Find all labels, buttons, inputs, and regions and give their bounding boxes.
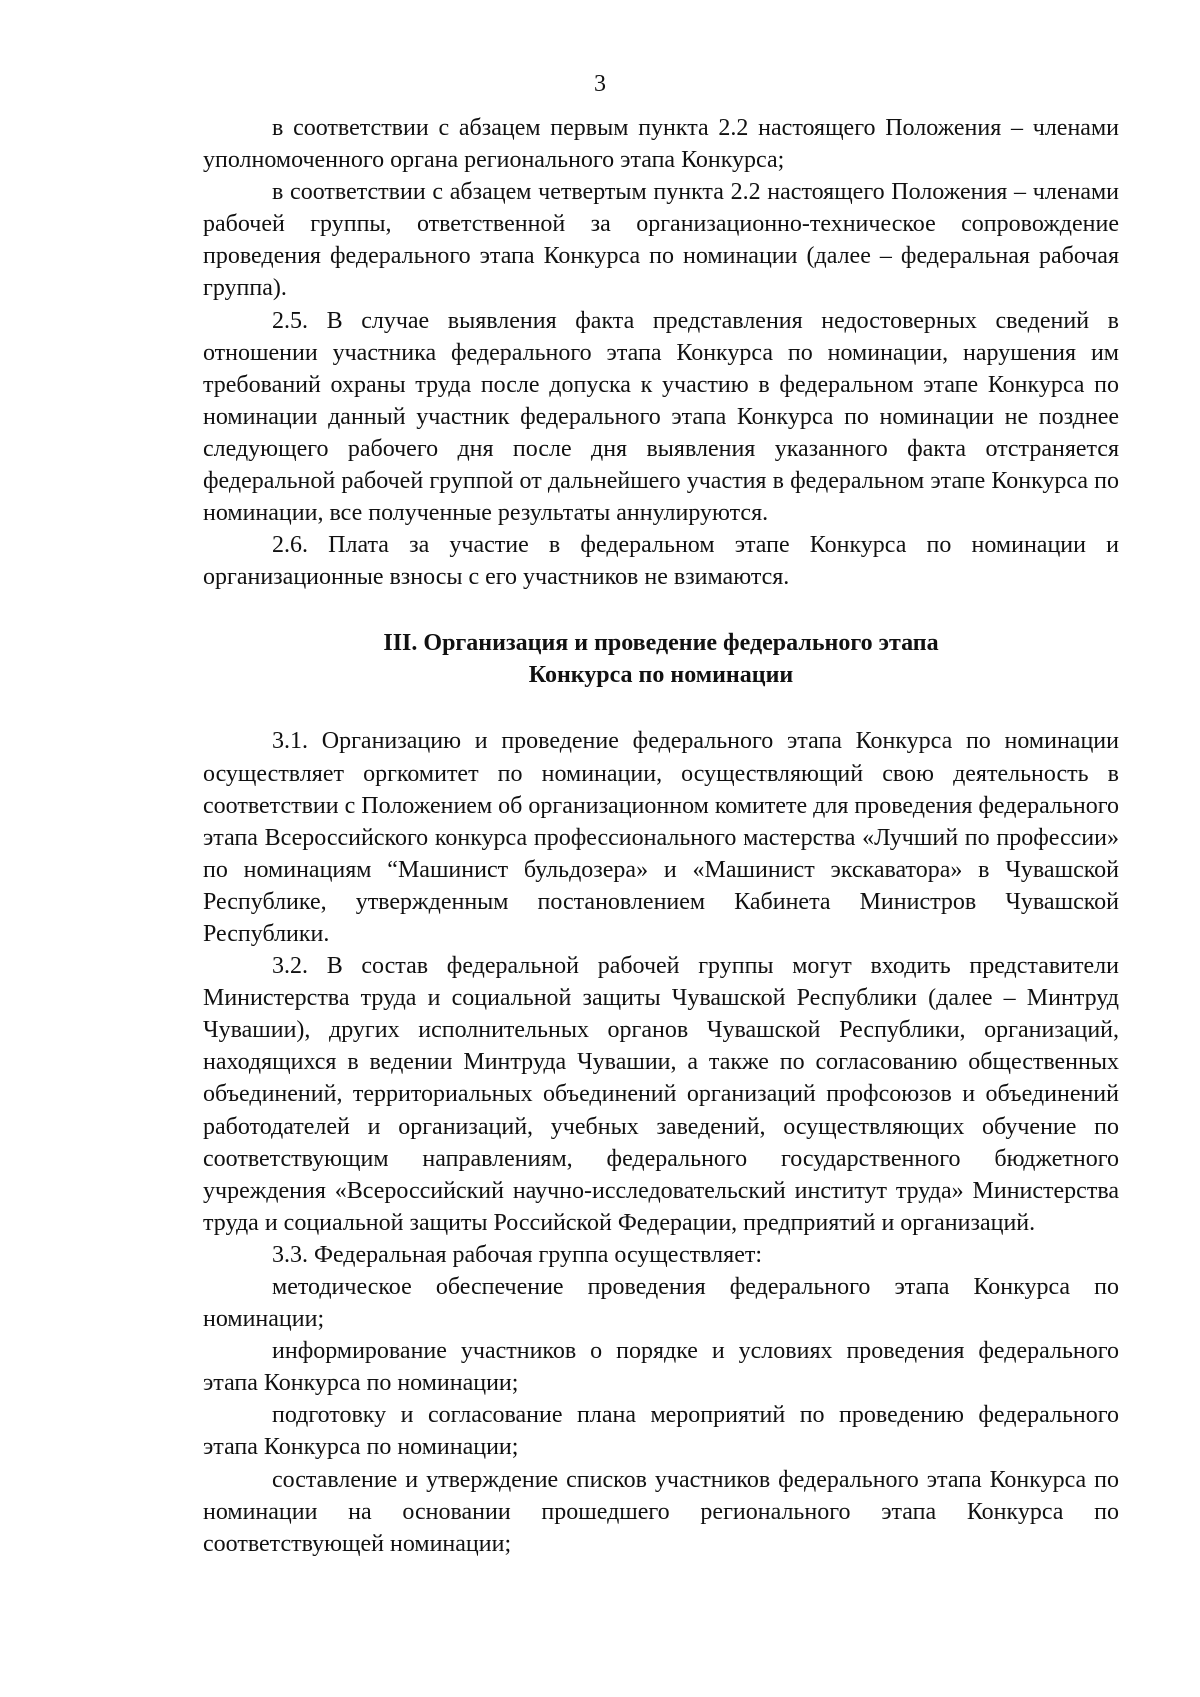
paragraph: 2.5. В случае выявления факта представления недостоверных сведений в отношении участника федерального этапа Конкурса по номинации, нарушения им требований охраны труда после допуска к участию в федеральном этапе Конкурса по номинации данный участник федерального этапа Конкурса по номинации не позднее следующего рабочего дня после дня выявления указанного факта отстраняется федеральной рабочей группой от дальнейшего участия в федеральном этапе Конкурса по номинации, все полученные результаты аннулируются. bbox=[203, 307, 1119, 527]
paragraph: подготовку и согласование плана мероприятий по проведению федерального этапа Конкурса по номинации; bbox=[203, 1402, 1119, 1461]
section-heading-line: Конкурса по номинации bbox=[528, 662, 794, 689]
document-body bbox=[203, 112, 1119, 1560]
paragraph: в соответствии с абзацем первым пункта 2.2 настоящего Положения – членами уполномоченного органа регионального этапа Конкурса; bbox=[203, 115, 1119, 174]
paragraph: 2.6. Плата за участие в федеральном этапе Конкурса по номинации и организационные взносы с его участников не взимаются. bbox=[203, 532, 1119, 591]
paragraph: 3.2. В состав федеральной рабочей группы могут входить представители Министерства труда и социальной защиты Чувашской Республики (далее – Минтруд Чувашии), других исполнительных органов Чувашской Республики, организаций, находящихся в ведении Минтруда Чувашии, а также по согласованию общественных объединений, территориальных объединений организаций профсоюзов и объединений работодателей и организаций, учебных заведений, осуществляющих обучение по соответствующим направлениям, федерального государственного бюджетного учреждения «Всероссийский научно-исследовательский институт труда» Министерства труда и социальной защиты Российской Федерации, предприятий и организаций. bbox=[203, 953, 1119, 1236]
paragraph: 3.1. Организацию и проведение федерального этапа Конкурса по номинации осуществляет оргкомитет по номинации, осуществляющий свою деятельность в соответствии с Положением об организационном комитете для проведения федерального этапа Всероссийского конкурса профессионального мастерства «Лучший по профессии» по номинациям “Машинист бульдозера» и «Машинист экскаватора» в Чувашской Республике, утвержденным постановлением Кабинета Министров Чувашской Республики. bbox=[203, 728, 1119, 947]
section-heading bbox=[203, 627, 1119, 691]
paragraph: информирование участников о порядке и условиях проведения федерального этапа Конкурса по номинации; bbox=[203, 1338, 1119, 1397]
paragraph: методическое обеспечение проведения федерального этапа Конкурса по номинации; bbox=[203, 1274, 1119, 1333]
paragraph: 3.3. Федеральная рабочая группа осуществляет: bbox=[272, 1241, 762, 1268]
paragraph: в соответствии с абзацем четвертым пункта 2.2 настоящего Положения – членами рабочей группы, ответственной за организационно-техническое сопровождение проведения федерального этапа Конкурса по номинации (далее – федеральная рабочая группа). bbox=[203, 179, 1119, 302]
page-number: 3 bbox=[594, 71, 606, 97]
section-heading-line: III. Организация и проведение федерального этапа bbox=[383, 630, 939, 657]
paragraph: составление и утверждение списков участников федерального этапа Конкурса по номинации на основании прошедшего регионального этапа Конкурса по соответствующей номинации; bbox=[203, 1466, 1119, 1557]
